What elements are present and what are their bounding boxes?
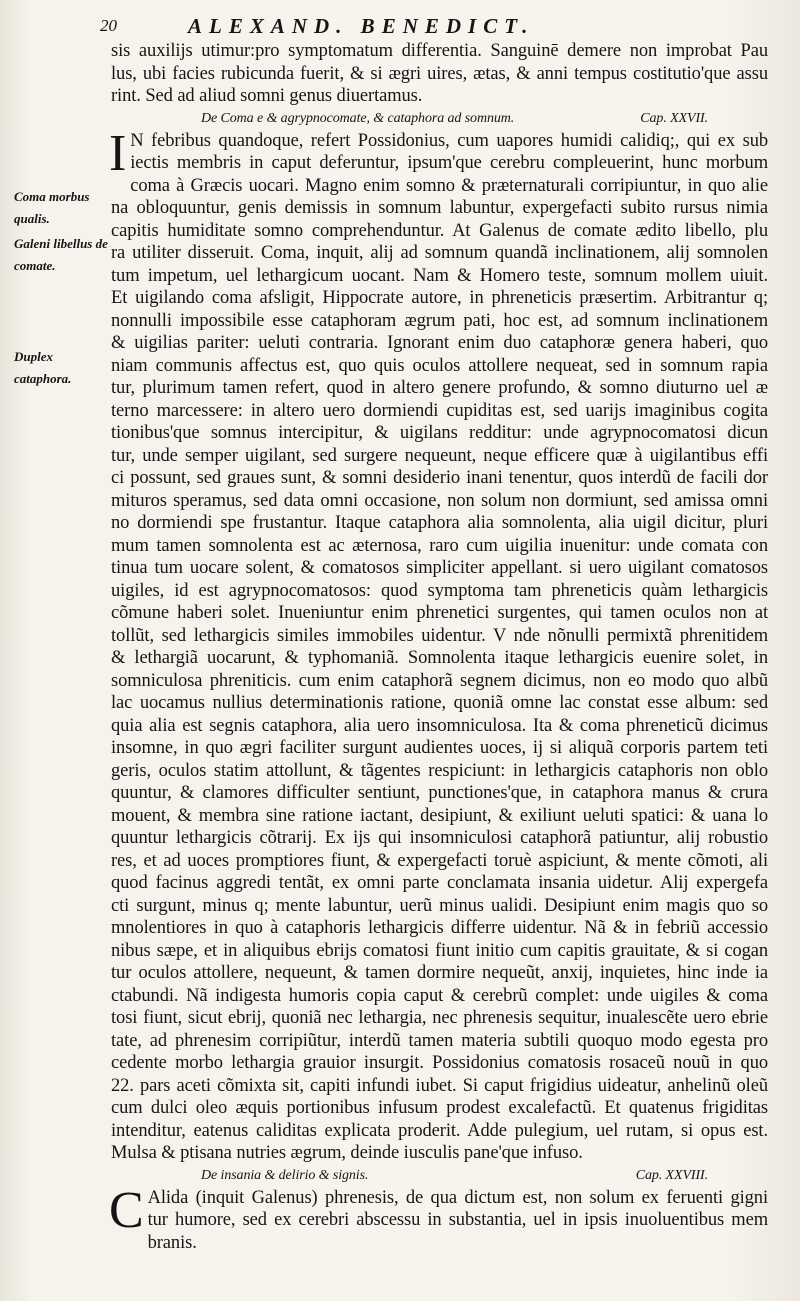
text-line: quia alia est segnis cataphora, alia uero insomniculosa. Ita & coma phreneticũ dicimus — [111, 715, 768, 736]
text-line: quuntur lethargicis cõtrarij. Ex ijs qui insomniculosi cataphorã patiuntur, alij robustio — [111, 828, 768, 848]
text-line: niam communis affectus est, quo quis oculos attollere nequeat, sed in somnum rapia — [111, 355, 768, 376]
text-line: tinua tum uocare solent, & comatosos simpliciter appellant. si uero uigilant comatosos — [111, 558, 768, 578]
text-line: Mulsa & ptisana nutries ægrum, deinde iusculis pane'que infuso. — [111, 1143, 583, 1163]
chapter-number: Cap. XXVIII. — [635, 1167, 708, 1183]
page-header — [100, 14, 760, 38]
text-line: tur oculos attollere, nequeunt, & tamen dormire nequeũt, anxij, inquietes, hinc inde ia — [111, 963, 768, 983]
text-line: 22. pars aceti cõmixta sit, capiti infundi iubet. Si caput frigidius uideatur, anhelinũ oleũ — [111, 1075, 768, 1096]
chapter-heading-28 — [111, 1165, 768, 1187]
text-line: mouent, & membra sine ratione iactant, desipiunt, & exiliunt ueluti spatici: & uana lo — [111, 805, 768, 826]
text-line: quod facinus aggredi tentãt, ex omni parte conclamata insania uidetur. Alij expergefa — [111, 873, 768, 893]
running-head: ALEXAND. BENEDICT. — [188, 14, 535, 38]
drop-cap: I — [109, 124, 127, 182]
body-text — [111, 40, 768, 1254]
text-line: insomne, in quo ægri faciliter surgunt audientes uoces, ij si aliquã corporis partem teti — [111, 738, 768, 758]
drop-cap: C — [109, 1181, 144, 1239]
text-line: ra utiliter disseruit. Coma, inquit, alij ad somnum quandã inclinationem, alij somnolen — [111, 243, 768, 263]
text-line: & lethargiã uocarunt, & typhomaniã. Somnolenta itaque lethargicis euenire solet, in — [111, 648, 768, 668]
text-line: capitis humiditate somno comprehenduntur. At Galenus de comate ædito libello, plu — [111, 220, 768, 241]
text-line: & uigilias pariter: ueluti contraria. Ignorant enim duo cataphoræ genera haberi, quo — [111, 333, 768, 353]
text-line: nonnulli impossibile esse cataphoram ægrum pati, hoc est, ad somnum inclinationem — [111, 310, 768, 331]
text-line: tur humore, sed ex cerebri abscessu in substantia, uel in ipsis inuoluentibus mem — [147, 1210, 768, 1230]
text-line: tur, plurimum tamen refert, quod in altero genere profundo, & somno diuturno uel æ — [111, 378, 768, 398]
text-line: terno marcessere: in altero uero dormiendi cupiditas est, sed uarijs imaginibus cogita — [111, 400, 768, 421]
chapter-title: De insania & delirio & signis. — [201, 1167, 369, 1183]
text-line: tollũt, sed lethargicis similes immobiles uidentur. V nde nõnulli permixtã phrenitidem — [111, 625, 768, 646]
text-line: rint. Sed ad aliud somni genus diuertamus. — [111, 86, 423, 106]
text-line: lac uocamus nullius determinationis ratione, quoniã omne lac constat esse album: sed — [111, 693, 768, 713]
text-line: cõmune haberi solet. Inueniuntur enim phrenetici surgentes, qui tamen oculos non at — [111, 603, 768, 623]
text-line: na obloquuntur, genis demissis in somnum labuntur, expergefacti subito rursus nimia — [111, 198, 768, 218]
text-line: mnolentiores in quo à cataphoris lethargicis differre uidentur. Nã & in febriũ accessio — [111, 918, 768, 938]
text-line: tur, unde semper uigilant, sed surgere nequeunt, neque efficere quæ à uigilantibus effi — [111, 445, 768, 466]
text-line: res, et ad uoces promptiores fiunt, & expergefacti toruè aspiciunt, & mente cõmoti, ali — [111, 850, 768, 871]
text-line: tosi fiunt, sicut ebrij, quoniã nec lethargia, nec phrenesis sequitur, inualescẽte uero ebrie — [111, 1008, 768, 1028]
text-line: quuntur, & clamores difficulter sentiunt, punctiones'que, in cataphora manus & crura — [111, 783, 768, 803]
text-line: uigiles, id est agrypnocomatosos: quod symptoma tam phreneticis quàm lethargicis — [111, 580, 768, 601]
text-line: sis auxilijs utimur:pro symptomatum differentia. Sanguinē demere non improbat Pau — [111, 41, 768, 61]
text-line: ctabundi. Nã indigesta humoris copia caput & cerebrũ complet: unde uigiles & coma — [111, 985, 768, 1006]
text-line: N febribus quandoque, refert Possidonius, cum uapores humidi calidiq;, qui ex sub — [130, 130, 768, 151]
text-line: tate, ad phrenesim corripiũtur, interdũ tamen materia subtili quoquo modo egesta pro — [111, 1030, 768, 1051]
text-line: cti surgunt, minus q; mente labuntur, uerũ minus ualidi. Desipiunt enim magis quo so — [111, 895, 768, 916]
chapter-27-paragraph — [109, 124, 768, 1165]
text-line: cedente morbo lethargia grauior insurgit. Possidonius comatosis rosaceũ nouũ in quo — [111, 1053, 768, 1073]
text-line: mum tamen somnolenta est ac æternosa, raro cum uigilia inuenitur: unde comata con — [111, 535, 768, 556]
margin-note-cataphora: Duplex cataphora. — [14, 349, 72, 386]
text-line: intenditur, eatenus caliditas explicata proderit. Adde pulegium, uel rutam, si opus est. — [111, 1120, 768, 1141]
text-line: iectis membris in caput deferuntur, ipsum'que cerebru compleuerint, hunc morbum — [130, 153, 768, 173]
intro-paragraph — [111, 40, 768, 108]
text-line: geris, oculos statim attollunt, & tãgentes respiciunt: in lethargicis cataphoris non oblo — [111, 760, 768, 781]
chapter-heading-27 — [111, 108, 768, 130]
text-line: somniculosa phreniticis. cum enim cataphorã segnem dicimus, non eo modo quo albũ — [111, 670, 768, 691]
text-line: Et uigilando coma afsligit, Hippocrate autore, in phreneticis præsertim. Arbitrantur q; — [111, 288, 768, 308]
text-line: coma à Græcis uocari. Magno enim somno & præternaturali corripiuntur, in quo alie — [130, 175, 768, 196]
chapter-28-paragraph — [109, 1181, 768, 1255]
text-line: ci possunt, sed graues sunt, & somni desiderio inani tenentur, quos interdũ de facili dor — [111, 468, 768, 488]
text-line: mituros speramus, sed data omni occasione, non solum non dormiunt, sed amissa omni — [111, 490, 768, 511]
chapter-title: De Coma e & agrypnocomate, & cataphora ad somnum. — [201, 110, 515, 126]
page-number: 20 — [100, 16, 117, 35]
text-line: nibus sæpe, et in aliquibus ebrijs comatosi fiunt initio cum capitis grauitate, & si cogan — [111, 940, 768, 961]
text-line: tionibus'que somnus intercipitur, & uigilans redditur: unde agrypnocomatosi dicun — [111, 423, 768, 443]
text-line: no dormiendi spe frustantur. Itaque cataphora alia somnolenta, alia uigil dicitur, pluri — [111, 513, 768, 533]
chapter-number: Cap. XXVII. — [640, 110, 708, 126]
text-line: Alida (inquit Galenus) phrenesis, de qua dictum est, non solum ex feruenti gigni — [147, 1187, 768, 1208]
text-line: lus, ubi facies rubicunda fuerit, & si ægri uires, ætas, & anni tempus costitutio'que assu — [111, 63, 768, 84]
margin-note-galeni: Galeni libellus de comate. — [14, 236, 108, 273]
text-line: cum dulci oleo æquis portionibus infusum prodest excalefactũ. Et quatenus frigiditas — [111, 1098, 768, 1118]
text-line: branis. — [147, 1232, 197, 1253]
text-line: tum impetum, uel lethargicum uocant. Nam & Homero teste, somnum mollem uiuit. — [111, 265, 768, 286]
margin-note-coma: Coma morbus qualis. — [14, 189, 90, 226]
